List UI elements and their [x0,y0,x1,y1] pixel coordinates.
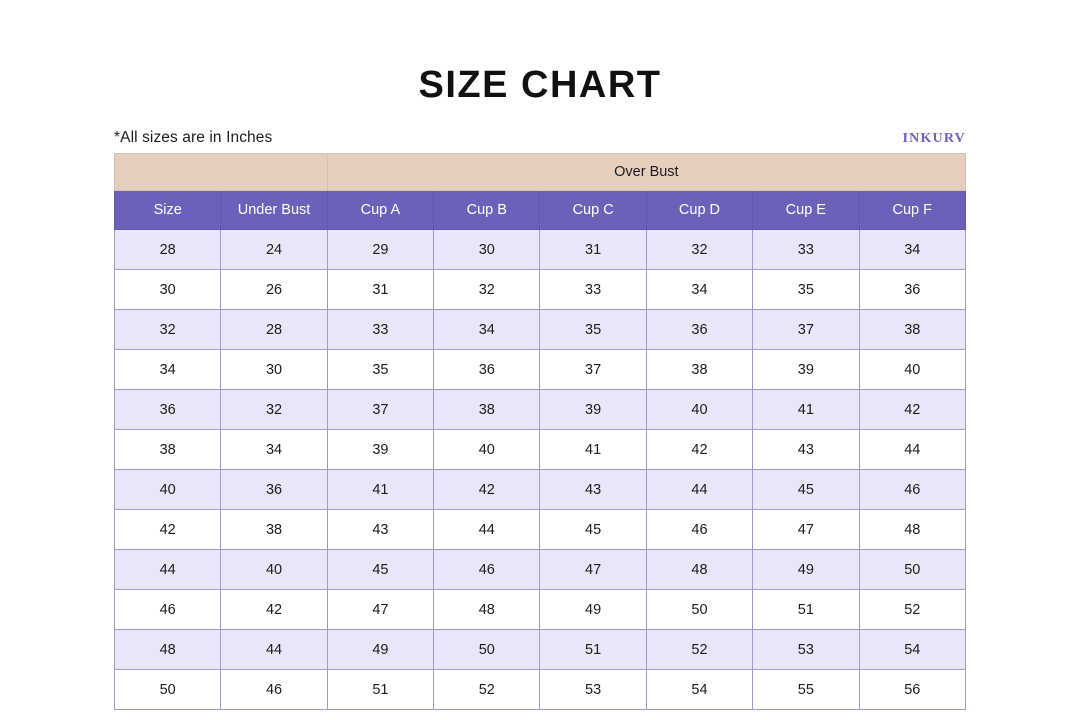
group-header-over-bust: Over Bust [327,154,965,191]
table-row [115,310,966,350]
table-row [115,430,966,470]
cell-cup-c: 31 [540,230,646,270]
cell-cup-c: 37 [540,350,646,390]
column-header-under-bust: Under Bust [221,191,327,230]
cell-under-bust: 24 [221,230,327,270]
cell-cup-b: 50 [434,630,540,670]
cell-cup-c: 49 [540,590,646,630]
cell-size: 42 [115,510,221,550]
cell-size: 40 [115,470,221,510]
brand-logo: INKURV [902,131,966,146]
table-row [115,550,966,590]
cell-cup-e: 35 [753,270,859,310]
cell-under-bust: 32 [221,390,327,430]
cell-cup-a: 45 [327,550,433,590]
cell-size: 36 [115,390,221,430]
cell-cup-a: 31 [327,270,433,310]
cell-cup-b: 30 [434,230,540,270]
cell-cup-f: 50 [859,550,965,590]
cell-cup-c: 45 [540,510,646,550]
cell-size: 34 [115,350,221,390]
table-body [115,230,966,710]
cell-cup-e: 51 [753,590,859,630]
column-header-cup-b: Cup B [434,191,540,230]
cell-cup-d: 48 [646,550,752,590]
cell-cup-e: 49 [753,550,859,590]
cell-cup-d: 38 [646,350,752,390]
cell-size: 28 [115,230,221,270]
cell-cup-d: 32 [646,230,752,270]
column-header-cup-e: Cup E [753,191,859,230]
cell-cup-d: 40 [646,390,752,430]
cell-cup-d: 34 [646,270,752,310]
cell-cup-e: 37 [753,310,859,350]
cell-cup-c: 51 [540,630,646,670]
cell-cup-c: 39 [540,390,646,430]
cell-under-bust: 28 [221,310,327,350]
cell-cup-f: 56 [859,670,965,710]
cell-under-bust: 40 [221,550,327,590]
cell-cup-b: 44 [434,510,540,550]
table-head [115,154,966,230]
cell-cup-b: 48 [434,590,540,630]
cell-size: 48 [115,630,221,670]
table-row [115,630,966,670]
cell-cup-f: 44 [859,430,965,470]
table-row [115,470,966,510]
cell-cup-b: 32 [434,270,540,310]
cell-cup-b: 40 [434,430,540,470]
cell-cup-f: 52 [859,590,965,630]
column-header-size: Size [115,191,221,230]
cell-cup-a: 35 [327,350,433,390]
size-chart-table [114,153,966,710]
cell-cup-e: 47 [753,510,859,550]
cell-cup-e: 41 [753,390,859,430]
cell-cup-c: 41 [540,430,646,470]
subtitle-row [114,129,966,147]
cell-size: 44 [115,550,221,590]
cell-cup-a: 49 [327,630,433,670]
table-row [115,670,966,710]
cell-cup-f: 46 [859,470,965,510]
cell-cup-f: 54 [859,630,965,670]
cell-cup-e: 45 [753,470,859,510]
cell-cup-a: 41 [327,470,433,510]
column-header-cup-a: Cup A [327,191,433,230]
cell-cup-f: 48 [859,510,965,550]
cell-cup-d: 44 [646,470,752,510]
group-header-row [115,154,966,191]
page-title: SIZE CHART [418,64,662,106]
group-header-blank [115,154,328,191]
cell-cup-d: 52 [646,630,752,670]
cell-cup-d: 46 [646,510,752,550]
cell-cup-b: 46 [434,550,540,590]
cell-size: 50 [115,670,221,710]
cell-cup-a: 43 [327,510,433,550]
cell-cup-b: 42 [434,470,540,510]
table-row [115,270,966,310]
table-row [115,390,966,430]
cell-under-bust: 36 [221,470,327,510]
table-row [115,590,966,630]
cell-cup-b: 52 [434,670,540,710]
cell-cup-e: 39 [753,350,859,390]
cell-cup-e: 33 [753,230,859,270]
cell-under-bust: 26 [221,270,327,310]
cell-size: 38 [115,430,221,470]
cell-cup-c: 33 [540,270,646,310]
column-header-cup-c: Cup C [540,191,646,230]
cell-cup-e: 55 [753,670,859,710]
table-row [115,510,966,550]
cell-cup-d: 54 [646,670,752,710]
table-row [115,230,966,270]
cell-cup-f: 38 [859,310,965,350]
cell-cup-a: 37 [327,390,433,430]
cell-cup-c: 47 [540,550,646,590]
cell-cup-f: 42 [859,390,965,430]
cell-cup-f: 40 [859,350,965,390]
cell-cup-e: 53 [753,630,859,670]
cell-under-bust: 30 [221,350,327,390]
cell-under-bust: 46 [221,670,327,710]
column-header-cup-f: Cup F [859,191,965,230]
cell-cup-b: 36 [434,350,540,390]
cell-under-bust: 44 [221,630,327,670]
units-note: *All sizes are in Inches [114,129,273,146]
cell-size: 46 [115,590,221,630]
cell-cup-d: 50 [646,590,752,630]
cell-cup-b: 38 [434,390,540,430]
cell-cup-d: 42 [646,430,752,470]
cell-cup-a: 39 [327,430,433,470]
cell-cup-a: 51 [327,670,433,710]
cell-cup-c: 43 [540,470,646,510]
cell-cup-a: 47 [327,590,433,630]
cell-under-bust: 38 [221,510,327,550]
column-header-row [115,191,966,230]
cell-cup-b: 34 [434,310,540,350]
column-header-cup-d: Cup D [646,191,752,230]
cell-cup-c: 53 [540,670,646,710]
cell-cup-a: 29 [327,230,433,270]
cell-cup-c: 35 [540,310,646,350]
cell-cup-a: 33 [327,310,433,350]
cell-cup-d: 36 [646,310,752,350]
cell-cup-e: 43 [753,430,859,470]
cell-cup-f: 34 [859,230,965,270]
cell-under-bust: 34 [221,430,327,470]
cell-under-bust: 42 [221,590,327,630]
cell-size: 32 [115,310,221,350]
cell-cup-f: 36 [859,270,965,310]
table-row [115,350,966,390]
cell-size: 30 [115,270,221,310]
